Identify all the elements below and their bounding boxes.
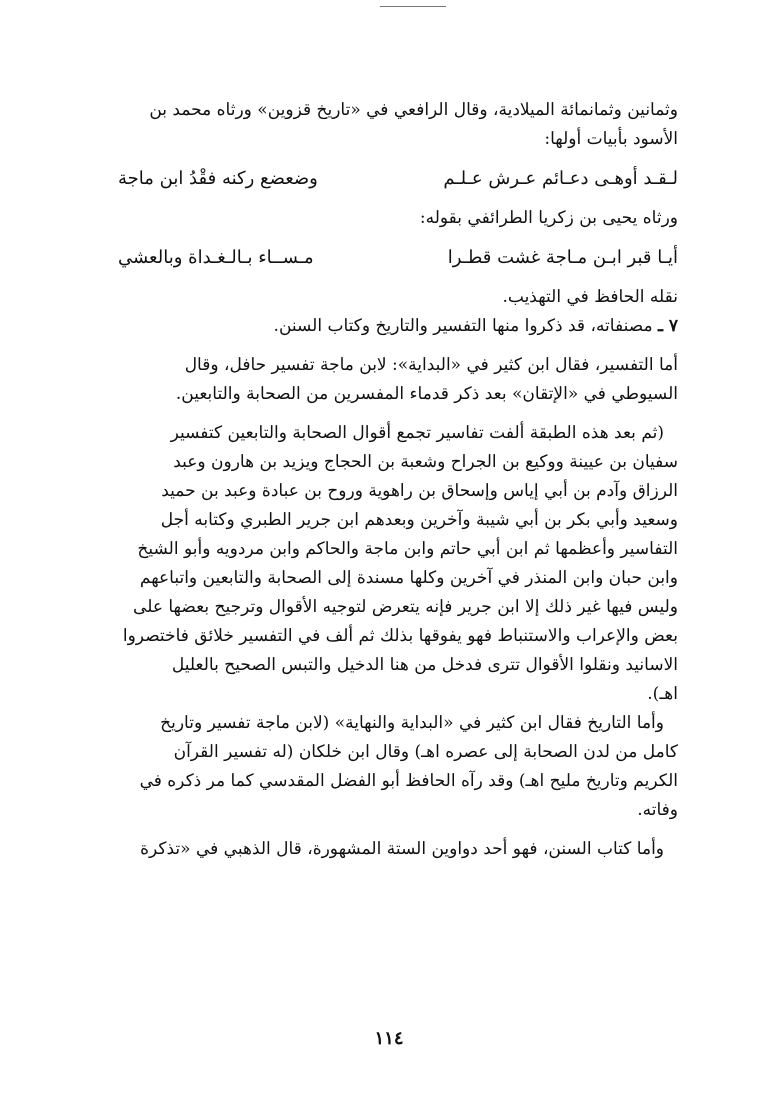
quote-line: وليس فيها غير ذلك إلا ابن جرير فإنه يتعرض لتوجيه الأقوال وترجيح بعضها على — [133, 597, 678, 617]
quote-line: وسعيد وأبي بكر بن أبي شيبة وآخرين وبعدهم ابن جرير الطبري وكتابه أجل — [160, 510, 678, 530]
quote-line: (ثم بعد هذه الطبقة ألفت تفاسير تجمع أقوال الصحابة والتابعين كتفسير — [170, 423, 664, 443]
quote-line: الاسانيد ونقلوا الأقوال تترى فدخل من هنا الدخيل والتبس الصحيح بالعليل — [171, 655, 678, 675]
top-rule — [380, 6, 446, 7]
text-line: وثمانين وثمانمائة الميلادية، وقال الرافعي في «تاريخ قزوين» ورثاه محمد بن — [149, 100, 678, 120]
sunan-line: وأما كتاب السنن، فهو أحد دواوين الستة المشهورة، قال الذهبي في «تذكرة — [140, 839, 664, 859]
verse-1 — [118, 164, 678, 194]
tafsir-line: السيوطي في «الإتقان» بعد ذكر قدماء المفسرين من الصحابة والتابعين. — [175, 384, 678, 404]
tarikh-line: وفاته. — [637, 800, 678, 820]
verse-2-second-hemistich: مـســاء بـالـغـداة وبالعشي — [118, 247, 314, 268]
quote-line: التفاسير وأعظمها ثم ابن أبي حاتم وابن ماجة والحاكم وابن مردويه وأبو الشيخ — [137, 539, 678, 559]
item-7 — [118, 312, 678, 341]
item-7-text: مصنفاته، قد ذكروا منها التفسير والتاريخ وكتاب السنن. — [273, 316, 653, 336]
quote-line: بعض والإعراب والاستنباط فهو يفوقها بذلك ثم ألف في التفسير خلائق فاختصروا — [122, 626, 678, 646]
quote-line: وابن حبان وابن المنذر في آخرين وكلها مسندة إلى الصحابة والتابعين واتباعهم — [139, 568, 678, 588]
verse-2 — [118, 243, 678, 273]
page-number: ١١٤ — [374, 1028, 404, 1049]
text-line: الأسود بأبيات أولها: — [544, 129, 678, 149]
quote-line: اهـ). — [647, 684, 678, 704]
item-7-number: ٧ ـ — [657, 316, 678, 336]
tarikh-line: وأما التاريخ فقال ابن كثير في «البداية والنهاية» (لابن ماجة تفسير وتاريخ — [160, 713, 664, 733]
text-line: نقله الحافظ في التهذيب. — [502, 287, 678, 307]
tarikh-line: الكريم وتاريخ مليح اهـ) وقد رآه الحافظ أبو الفضل المقدسي كما مر ذكره في — [139, 771, 678, 791]
verse-1-second-hemistich: وضعضع ركنه فقْدُ ابن ماجة — [118, 168, 318, 189]
tafsir-line: أما التفسير، فقال ابن كثير في «البداية»: لابن ماجة تفسير حافل، وقال — [184, 355, 678, 375]
verse-2-first-hemistich: أيـا قبر ابـن مـاجة غشت قطـرا — [447, 247, 678, 268]
tarikh-line: كامل من لدن الصحابة إلى عصره اهـ) وقال ابن خلكان (له تفسير القرآن — [173, 742, 678, 762]
verse-1-first-hemistich: لـقـد أوهـى دعـائم عـرش عـلـم — [443, 168, 678, 189]
quote-line: سفيان بن عيينة ووكيع بن الجراح وشعبة بن الحجاج ويزيد بن هارون وعبد — [173, 452, 678, 472]
text-line: ورثاه يحيى بن زكريا الطرائفي بقوله: — [419, 208, 678, 228]
document-body — [118, 96, 678, 864]
quote-line: الرزاق وآدم بن أبي إياس وإسحاق بن راهوية وروح بن عبادة وعبد بن حميد — [161, 481, 678, 501]
